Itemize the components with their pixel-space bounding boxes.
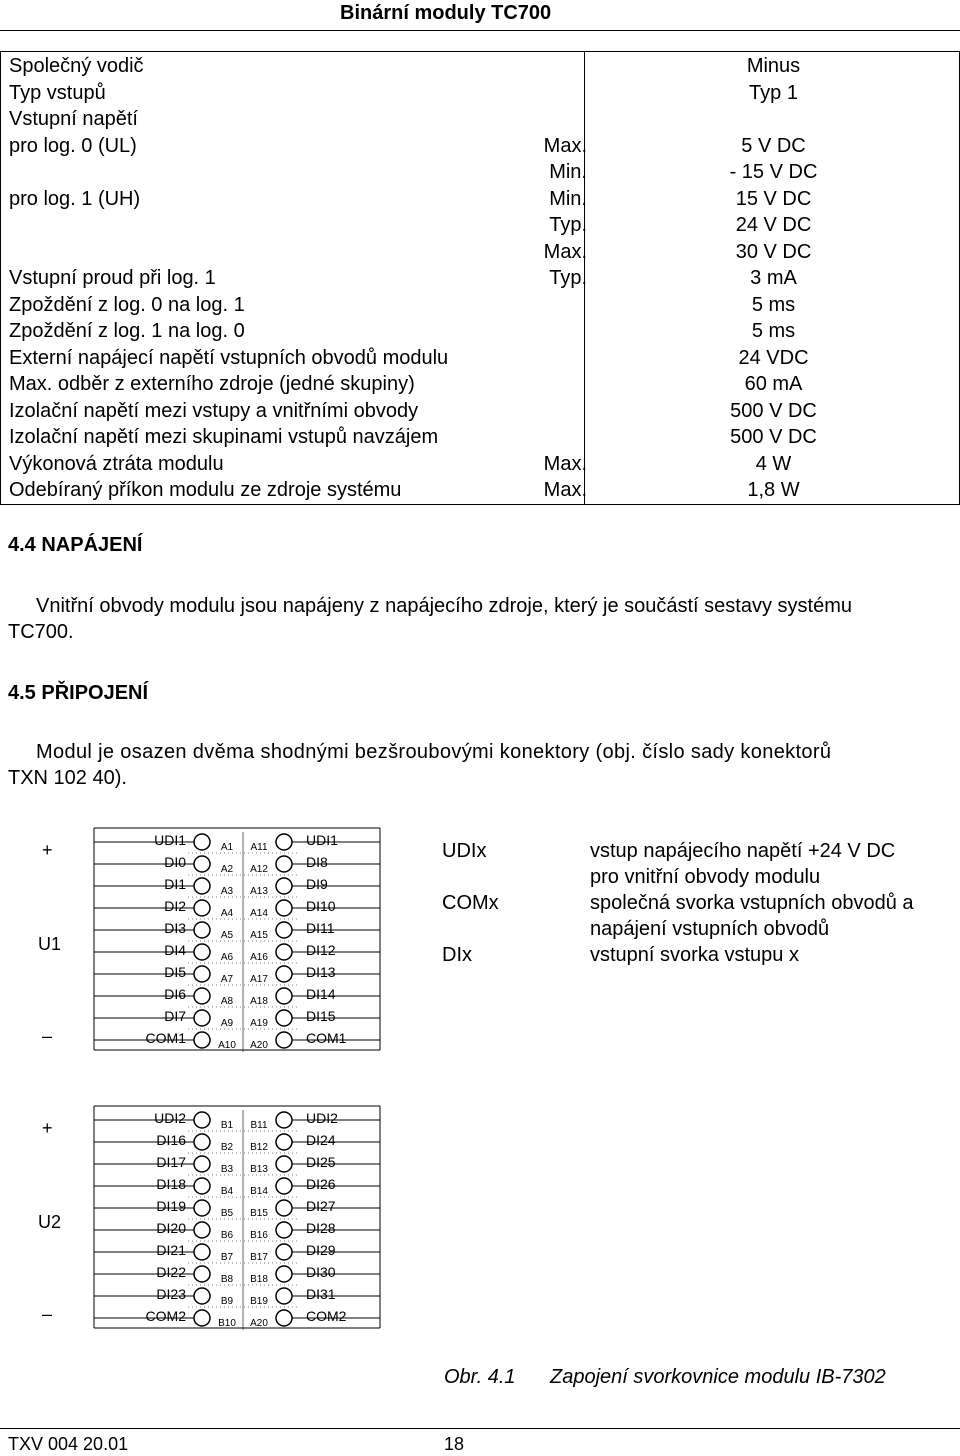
table-cell-c1: Externí napájecí napětí vstupních obvodů modulu	[9, 346, 449, 369]
pin-label-right: B13	[250, 1164, 268, 1175]
terminal-right-7	[276, 1244, 292, 1260]
legend	[442, 840, 960, 980]
table-row	[1, 318, 960, 344]
table-row	[1, 159, 960, 185]
terminal-left-6	[194, 944, 210, 960]
table-row	[1, 371, 960, 397]
pin-label-left: B10	[218, 1318, 236, 1329]
pin-label-left: A5	[220, 930, 234, 941]
signal-label-right: DI15	[306, 1008, 336, 1024]
legend-description: vstupní svorka vstupu x	[590, 944, 799, 966]
table-row	[1, 80, 960, 106]
pin-label-right: B14	[250, 1186, 268, 1197]
terminal-left-1	[194, 834, 210, 850]
pin-label-left: B9	[220, 1296, 234, 1307]
section-heading-pripojeni: 4.5 PŘIPOJENÍ	[8, 682, 149, 704]
signal-label-left: DI7	[164, 1008, 186, 1024]
terminal-right-3	[276, 878, 292, 894]
signal-label-left: DI21	[156, 1242, 186, 1258]
table-cell-c1: Zpoždění z log. 0 na log. 1	[9, 293, 245, 316]
terminal-right-2	[276, 856, 292, 872]
figure-caption: Zapojení svorkovnice modulu IB-7302	[550, 1366, 886, 1388]
signal-label-right: UDI2	[306, 1110, 338, 1126]
connector-drawing	[0, 820, 420, 1060]
signal-label-right: DI10	[306, 898, 336, 914]
terminal-left-5	[194, 922, 210, 938]
pin-label-left: B5	[220, 1208, 234, 1219]
table-cell-c3: Minus	[746, 55, 801, 77]
signal-label-right: DI11	[306, 920, 335, 936]
signal-label-left: UDI2	[154, 1110, 186, 1126]
table-cell-c3: 500 V DC	[730, 426, 817, 448]
terminal-left-6	[194, 1222, 210, 1238]
terminal-right-10	[276, 1032, 292, 1048]
group-label: U1	[38, 934, 62, 954]
supply-minus-label: –	[42, 1304, 53, 1324]
terminal-right-10	[276, 1310, 292, 1326]
table-cell-c1: Max. odběr z externího zdroje (jedné skupiny)	[9, 373, 415, 395]
table-row	[1, 398, 960, 424]
table-row	[1, 186, 960, 212]
pin-label-right: A16	[250, 952, 268, 963]
pin-label-left: B2	[220, 1142, 234, 1153]
pin-label-right: B18	[250, 1274, 268, 1285]
terminal-right-8	[276, 988, 292, 1004]
pin-label-right: B16	[250, 1230, 268, 1241]
terminal-right-6	[276, 944, 292, 960]
pin-label-left: A2	[220, 864, 234, 875]
terminal-right-9	[276, 1010, 292, 1026]
terminal-right-4	[276, 900, 292, 916]
group-label: U2	[38, 1212, 62, 1232]
signal-label-right: DI26	[306, 1176, 336, 1192]
terminal-left-9	[194, 1288, 210, 1304]
table-cell-c2: Typ.	[549, 214, 587, 236]
signal-label-left: DI16	[156, 1132, 186, 1148]
terminal-left-10	[194, 1032, 210, 1048]
signal-label-right: DI13	[306, 964, 336, 980]
terminal-left-8	[194, 1266, 210, 1282]
table-row	[1, 265, 960, 291]
section-text-pripojeni-1: Modul je osazen dvěma shodnými bezšroubovými konektory (obj. číslo sady konektorů	[36, 741, 832, 763]
terminal-right-5	[276, 922, 292, 938]
pin-label-left: A1	[220, 842, 234, 853]
table-cell-c3: 500 V DC	[730, 399, 817, 422]
table-row	[1, 212, 960, 238]
signal-label-right: DI29	[306, 1242, 336, 1258]
footer-doc-id: TXV 004 20.01	[8, 1434, 129, 1454]
table-cell-c3: - 15 V DC	[729, 161, 818, 183]
pin-label-left: A8	[220, 996, 234, 1007]
pin-label-left: B4	[220, 1186, 234, 1197]
terminal-left-5	[194, 1200, 210, 1216]
signal-label-left: DI23	[156, 1286, 186, 1302]
connector-diagram-u2	[0, 1098, 420, 1338]
supply-minus-label: –	[42, 1026, 53, 1046]
terminal-right-4	[276, 1178, 292, 1194]
pin-label-left: B3	[220, 1164, 234, 1175]
signal-label-right: COM1	[306, 1030, 347, 1046]
signal-label-right: DI30	[306, 1264, 336, 1280]
table-cell-c3: 5 ms	[751, 320, 796, 342]
signal-label-right: DI27	[306, 1198, 336, 1214]
table-cell-c2: Max.	[543, 479, 587, 501]
pin-label-left: B1	[220, 1120, 234, 1131]
signal-label-left: DI5	[164, 964, 186, 980]
signal-label-right: DI12	[306, 942, 336, 958]
signal-label-right: DI31	[306, 1286, 336, 1302]
signal-label-right: UDI1	[306, 832, 338, 848]
signal-label-right: DI28	[306, 1220, 336, 1236]
connector-drawing	[0, 1098, 420, 1338]
terminal-right-1	[276, 1112, 292, 1128]
table-cell-c2: Max.	[543, 240, 587, 263]
terminal-right-7	[276, 966, 292, 982]
table-cell-c3: 5 V DC	[741, 134, 806, 157]
signal-label-left: DI22	[156, 1264, 186, 1280]
connector-diagram-u1	[0, 820, 420, 1060]
section-text-napajeni-1: Vnitřní obvody modulu jsou napájeny z napájecího zdroje, který je součástí sestavy systému	[36, 595, 852, 617]
legend-description: vstup napájecího napětí +24 V DC	[590, 840, 896, 862]
table-row	[1, 239, 960, 265]
table-cell-c1: pro log. 1 (UH)	[9, 187, 141, 210]
terminal-right-9	[276, 1288, 292, 1304]
terminal-left-1	[194, 1112, 210, 1128]
signal-label-left: DI2	[164, 898, 186, 914]
terminal-right-3	[276, 1156, 292, 1172]
table-cell-c2: Min.	[549, 161, 587, 183]
terminal-left-7	[194, 966, 210, 982]
terminal-left-2	[194, 1134, 210, 1150]
signal-label-left: COM2	[145, 1308, 186, 1324]
pin-label-right: B19	[250, 1296, 268, 1307]
table-cell-c3: 24 VDC	[738, 346, 809, 369]
terminal-left-7	[194, 1244, 210, 1260]
figure-number: Obr. 4.1	[444, 1366, 516, 1388]
table-cell-c3: 4 W	[755, 452, 792, 475]
pin-label-left: B7	[220, 1252, 234, 1263]
pin-label-left: A4	[220, 908, 234, 919]
pin-label-right: A14	[250, 908, 268, 919]
footer-page-number: 18	[444, 1434, 465, 1454]
table-cell-c1: Typ vstupů	[9, 81, 106, 104]
signal-label-right: DI24	[306, 1132, 336, 1148]
table-row	[1, 292, 960, 318]
table-cell-c2: Typ.	[549, 267, 587, 289]
table-cell-c1: Zpoždění z log. 1 na log. 0	[9, 320, 245, 342]
signal-label-left: DI19	[156, 1198, 186, 1214]
signal-label-left: UDI1	[154, 832, 186, 848]
legend-description-cont: napájení vstupních obvodů	[590, 918, 830, 940]
signal-label-left: DI18	[156, 1176, 186, 1192]
terminal-right-6	[276, 1222, 292, 1238]
header-rule	[0, 30, 960, 31]
pin-label-right: A20	[250, 1318, 268, 1329]
signal-label-right: COM2	[306, 1308, 347, 1324]
terminal-left-10	[194, 1310, 210, 1326]
table-row	[1, 53, 960, 79]
table-cell-c3: 1,8 W	[747, 479, 800, 501]
signal-label-left: DI17	[156, 1154, 186, 1170]
terminal-left-2	[194, 856, 210, 872]
supply-plus-label: +	[42, 840, 53, 860]
table-cell-c1: Vstupní proud při log. 1	[9, 267, 216, 289]
terminal-left-9	[194, 1010, 210, 1026]
legend-description-cont: pro vnitřní obvody modulu	[590, 866, 821, 888]
table-cell-c3: 24 V DC	[735, 214, 812, 236]
pin-label-right: A20	[250, 1040, 268, 1051]
section-text-napajeni-2: TC700.	[8, 621, 74, 643]
terminal-left-4	[194, 1178, 210, 1194]
legend-term: DIx	[442, 944, 472, 966]
pin-label-left: B8	[220, 1274, 234, 1285]
pin-label-right: A17	[250, 974, 268, 985]
header-title: Binární moduly TC700	[340, 2, 552, 24]
table-cell-c1: Odebíraný příkon modulu ze zdroje systému	[9, 479, 402, 501]
terminal-right-1	[276, 834, 292, 850]
legend-description: společná svorka vstupních obvodů a	[590, 892, 914, 914]
table-cell-c2: Min.	[549, 187, 587, 210]
legend-term: COMx	[442, 892, 499, 914]
signal-label-left: DI0	[164, 854, 186, 870]
terminal-left-8	[194, 988, 210, 1004]
table-row	[1, 133, 960, 159]
signal-label-left: COM1	[145, 1030, 186, 1046]
pin-label-right: B17	[250, 1252, 268, 1263]
table-cell-c3: 60 mA	[744, 373, 803, 395]
terminal-left-3	[194, 1156, 210, 1172]
signal-label-right: DI14	[306, 986, 336, 1002]
table-cell-c1: Společný vodič	[9, 55, 144, 77]
terminal-right-8	[276, 1266, 292, 1282]
section-heading-napajeni: 4.4 NAPÁJENÍ	[8, 534, 143, 556]
terminal-left-4	[194, 900, 210, 916]
pin-label-left: A3	[220, 886, 234, 897]
table-row	[1, 477, 960, 503]
table-row	[1, 345, 960, 371]
table-row	[1, 106, 960, 132]
signal-label-right: DI9	[306, 876, 328, 892]
table-cell-c1: Vstupní napětí	[9, 108, 138, 130]
signal-label-left: DI20	[156, 1220, 186, 1236]
pin-label-left: A6	[220, 952, 234, 963]
pin-label-right: A19	[250, 1018, 268, 1029]
pin-label-right: A15	[250, 930, 268, 941]
signal-label-left: DI4	[164, 942, 186, 958]
terminal-right-5	[276, 1200, 292, 1216]
pin-label-left: A9	[220, 1018, 234, 1029]
signal-label-left: DI1	[164, 876, 186, 892]
table-cell-c2: Max.	[543, 452, 587, 475]
signal-label-left: DI6	[164, 986, 186, 1002]
table-row	[1, 424, 960, 450]
terminal-left-3	[194, 878, 210, 894]
supply-plus-label: +	[42, 1118, 53, 1138]
footer-rule	[0, 1428, 960, 1429]
pin-label-right: A12	[250, 864, 268, 875]
table-cell-c1: Izolační napětí mezi skupinami vstupů navzájem	[9, 426, 439, 448]
table-cell-c1: Izolační napětí mezi vstupy a vnitřními obvody	[9, 399, 419, 422]
table-cell-c3: Typ 1	[749, 81, 798, 104]
legend-term: UDIx	[442, 840, 487, 862]
table-cell-c3: 15 V DC	[735, 187, 812, 210]
table-row	[1, 451, 960, 477]
table-cell-c1: Výkonová ztráta modulu	[9, 452, 224, 475]
pin-label-right: A18	[250, 996, 268, 1007]
signal-label-left: DI3	[164, 920, 186, 936]
pin-label-right: B11	[250, 1120, 268, 1131]
pin-label-left: A10	[218, 1040, 236, 1051]
pin-label-left: B6	[220, 1230, 234, 1241]
pin-label-right: A13	[250, 886, 268, 897]
terminal-right-2	[276, 1134, 292, 1150]
table-cell-c3: 3 mA	[750, 267, 797, 289]
table-cell-c2: Max.	[543, 134, 587, 157]
table-cell-c3: 30 V DC	[735, 240, 812, 263]
table-cell-c1: pro log. 0 (UL)	[9, 134, 137, 157]
signal-label-right: DI25	[306, 1154, 336, 1170]
section-text-pripojeni-2: TXN 102 40).	[8, 767, 127, 789]
signal-label-right: DI8	[306, 854, 328, 870]
pin-label-left: A7	[220, 974, 234, 985]
table-cell-c3: 5 ms	[751, 293, 796, 316]
pin-label-right: A11	[250, 842, 268, 853]
spec-table	[0, 51, 960, 505]
pin-label-right: B15	[250, 1208, 268, 1219]
pin-label-right: B12	[250, 1142, 268, 1153]
